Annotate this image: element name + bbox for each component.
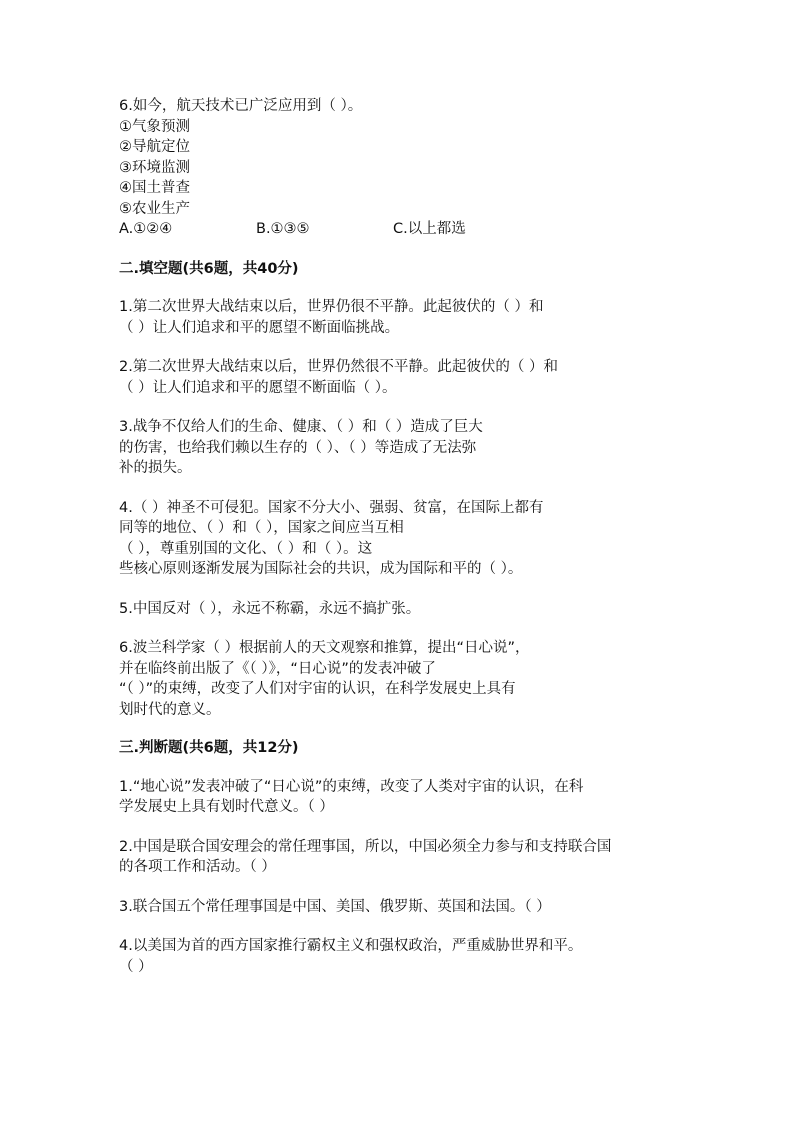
- question-line: 6.波兰科学家（ ）根据前人的天文观察和推算，提出“日心说”，: [119, 640, 530, 656]
- exam-content: [119, 96, 675, 977]
- question-line: “（ ）”的束缚，改变了人们对宇宙的认识，在科学发展史上具有: [119, 681, 516, 697]
- question-stem: 6.如今，航天技术已广泛应用到（ ）。: [119, 98, 363, 114]
- question-line: 2.中国是联合国安理会的常任理事国，所以，中国必须全力参与和支持联合国: [119, 838, 612, 855]
- fill-question-5: [119, 599, 675, 620]
- question-line: 补的损失。: [119, 460, 192, 476]
- question-line: （ ）让人们追求和平的愿望不断面临挑战。: [119, 319, 400, 336]
- section-heading-judge: 三.判断题(共6题，共12分): [119, 740, 299, 756]
- judge-question-1: [119, 777, 675, 818]
- choice-item: ②导航定位: [119, 139, 190, 155]
- judge-question-3: [119, 897, 675, 918]
- question-line: 并在临终前出版了《（ ）》，“日心说”的发表冲破了: [119, 660, 436, 677]
- fill-question-2: [119, 357, 675, 398]
- question-line: 的伤害，也给我们赖以生存的（ ）、（ ）等造成了无法弥: [119, 439, 477, 456]
- question-line: （ ）: [119, 958, 153, 975]
- option-c: C.以上都选: [393, 221, 466, 237]
- judge-question-4: [119, 936, 675, 977]
- question-line: 4.（ ）神圣不可侵犯。国家不分大小、强弱、贫富，在国际上都有: [119, 499, 544, 516]
- question-line: 学发展史上具有划时代意义。（ ）: [119, 799, 334, 815]
- section-heading-fill: 二.填空题(共6题，共40分): [119, 260, 299, 277]
- fill-question-1: [119, 297, 675, 338]
- question-line: 4.以美国为首的西方国家推行霸权主义和强权政治，严重威胁世界和平。: [119, 938, 583, 954]
- answer-options: [119, 219, 675, 240]
- question-line: 些核心原则逐渐发展为国际社会的共识，成为国际和平的（ ）。: [119, 561, 523, 577]
- question-line: 3.战争不仅给人们的生命、健康、（ ）和（ ）造成了巨大: [119, 419, 483, 435]
- question-line: 同等的地位、（ ）和（ ），国家之间应当互相: [119, 520, 404, 536]
- choice-item: ①气象预测: [119, 118, 190, 135]
- option-a: A.①②④: [119, 221, 173, 237]
- question-line: 的各项工作和活动。（ ）: [119, 859, 276, 875]
- choice-item: ⑤农业生产: [119, 200, 190, 217]
- question-line: 2.第二次世界大战结束以后，世界仍然很不平静。此起彼伏的（ ）和: [119, 359, 558, 375]
- choice-item: ③环境监测: [119, 159, 190, 176]
- question-line: 1.“地心说”发表冲破了“日心说”的束缚，改变了人类对宇宙的认识，在科: [119, 778, 584, 795]
- question-line: （ ），尊重别国的文化、（ ）和（ ）。这: [119, 540, 373, 557]
- choice-question-6: [119, 96, 675, 240]
- option-b: B.①③⑤: [256, 221, 310, 237]
- choice-item: ④国土普查: [119, 180, 190, 196]
- fill-question-3: [119, 417, 675, 479]
- question-line: 1.第二次世界大战结束以后，世界仍很不平静。此起彼伏的（ ）和: [119, 299, 544, 315]
- judge-question-2: [119, 837, 675, 878]
- question-line: 5.中国反对（ ），永远不称霸，永远不搞扩张。: [119, 600, 421, 617]
- fill-question-6: [119, 638, 675, 720]
- question-line: 划时代的意义。: [119, 701, 221, 718]
- fill-question-4: [119, 498, 675, 580]
- question-line: （ ）让人们追求和平的愿望不断面临（ ）。: [119, 379, 397, 396]
- question-line: 3.联合国五个常任理事国是中国、美国、俄罗斯、英国和法国。（ ）: [119, 898, 551, 915]
